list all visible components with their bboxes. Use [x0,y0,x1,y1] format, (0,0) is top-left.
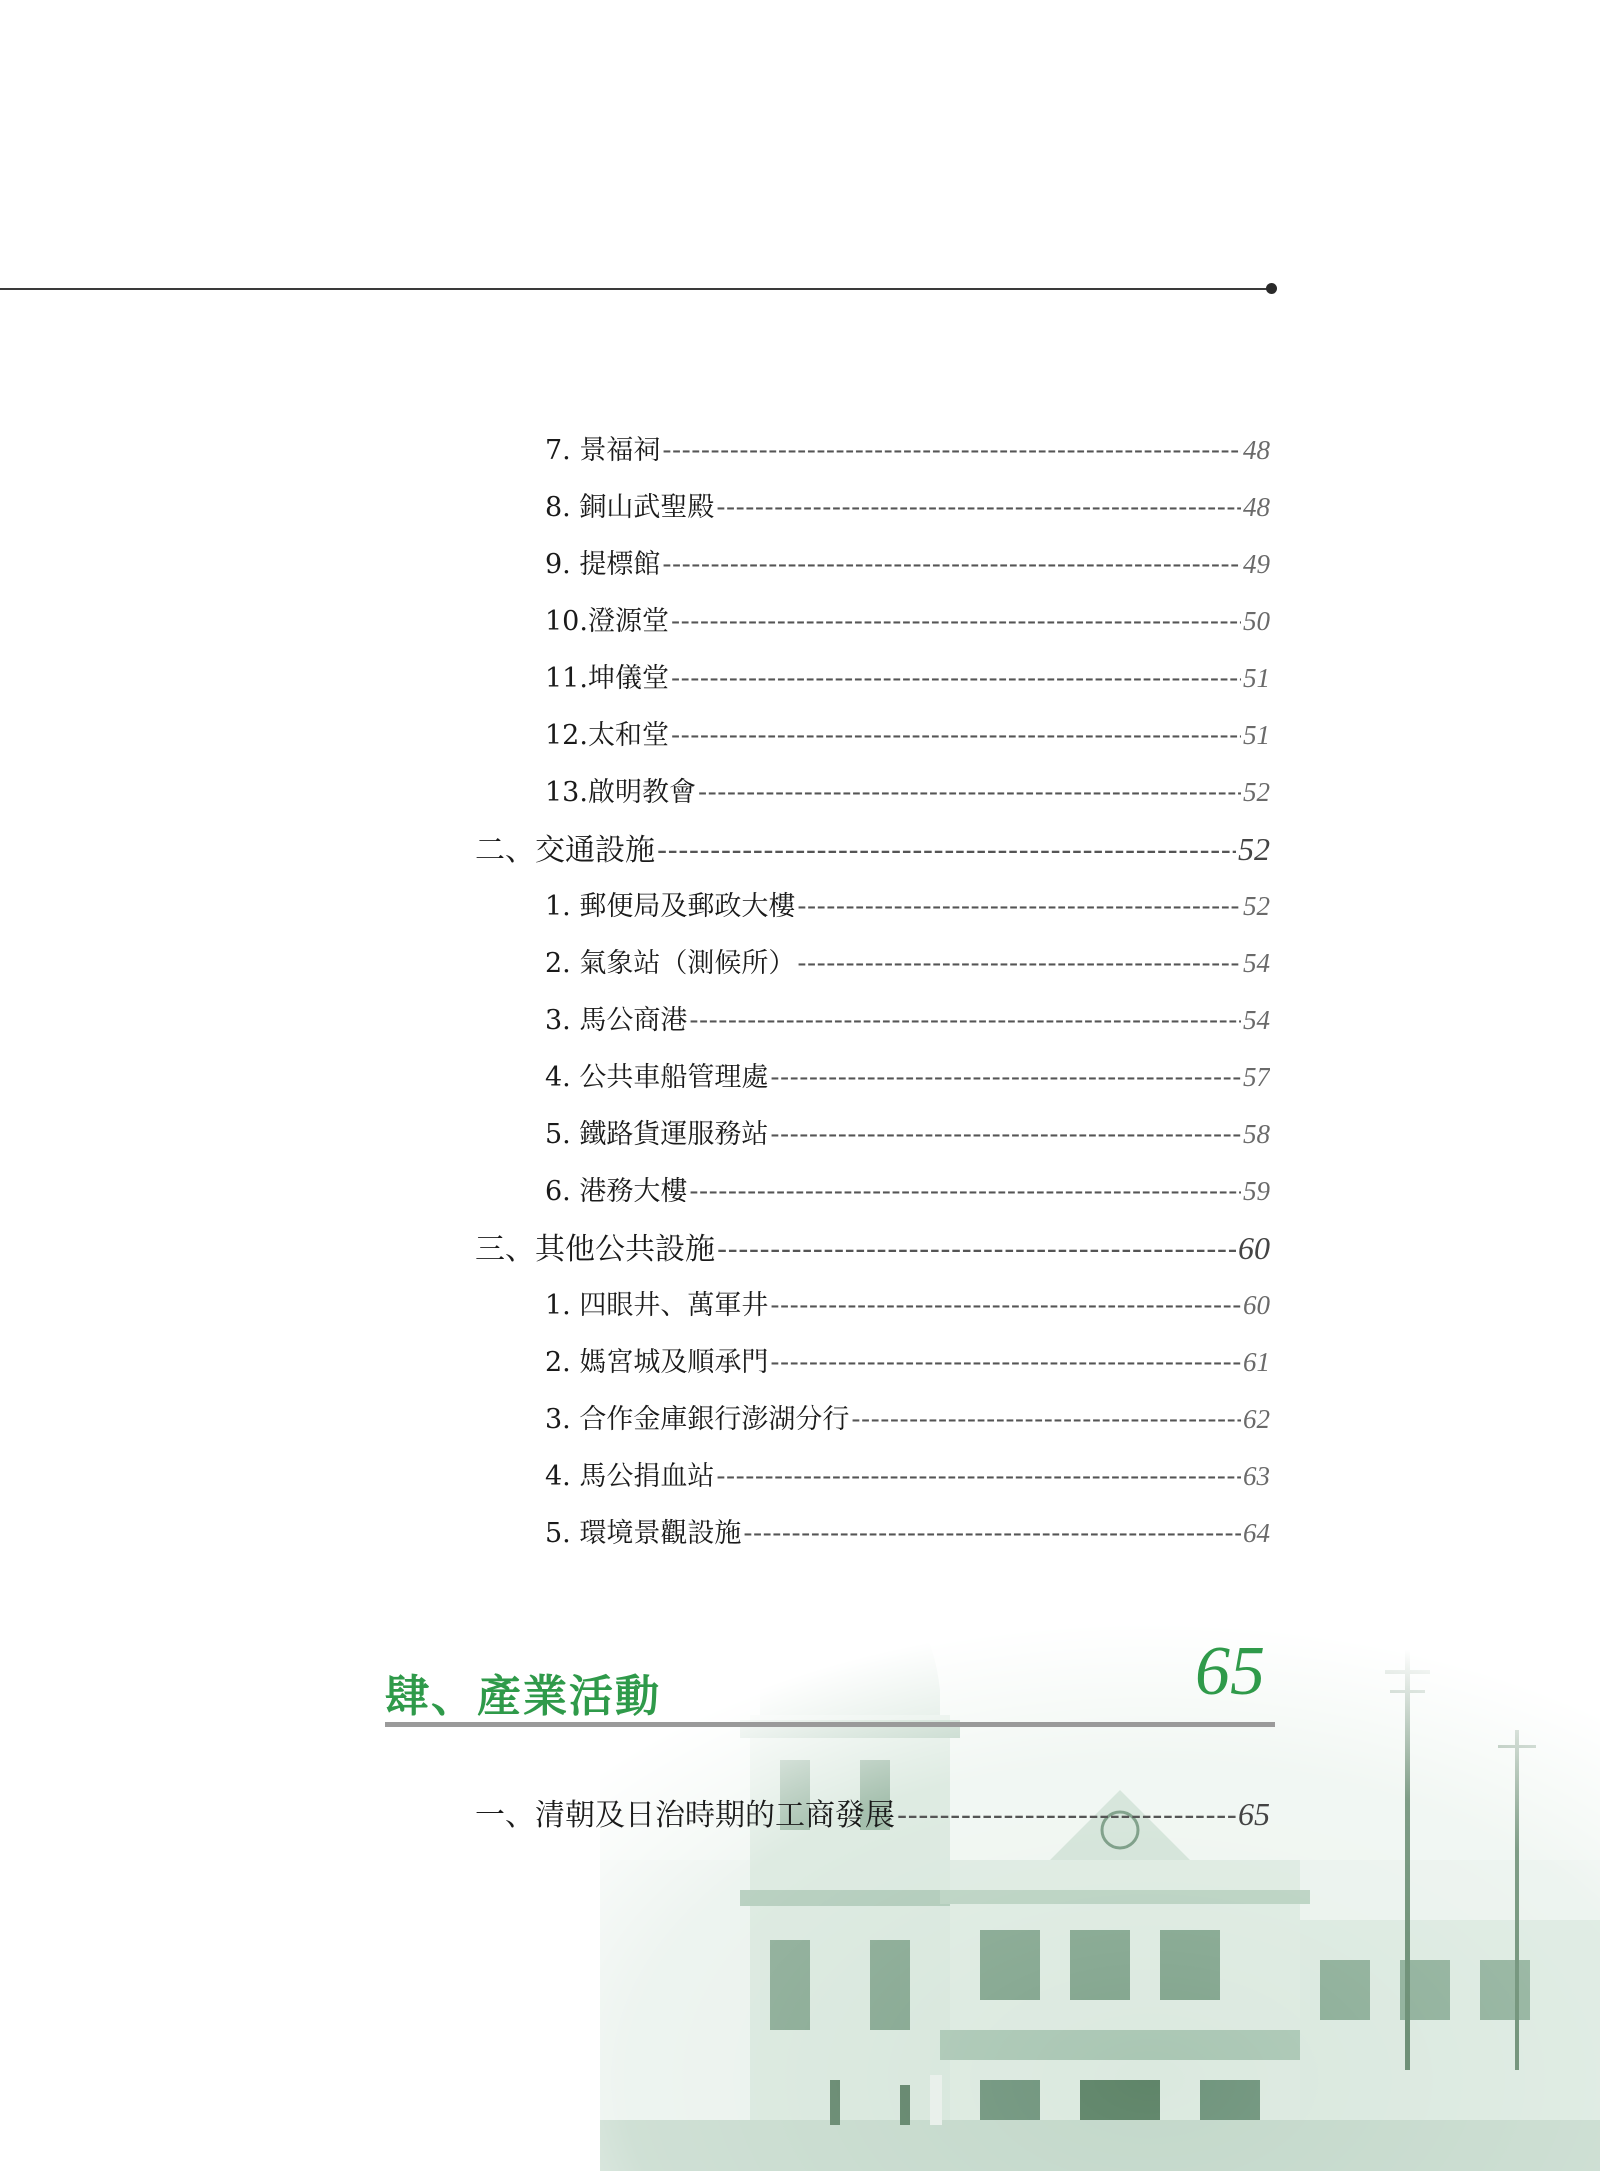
chapter-title[interactable]: 肆、產業活動 [385,1671,661,1722]
toc-section-transportation[interactable] [475,825,1270,869]
toc-entry-page: 63 [1243,1461,1270,1491]
toc-entry-taihe-hall[interactable] [545,713,1270,752]
toc-entry-port-building[interactable] [545,1169,1270,1208]
toc-entry-page: 51 [1243,720,1270,750]
dot-leader [662,435,1241,466]
toc-section-page: 52 [1238,831,1270,867]
dot-leader [662,549,1241,580]
toc-entry-page: 51 [1243,663,1270,693]
toc-entry-weather-station[interactable] [545,941,1270,980]
toc-entry-blood-station[interactable] [545,1454,1270,1493]
toc-entry-label: 4. 公共車船管理處 [545,1062,769,1093]
toc-entry-page: 52 [1243,891,1270,921]
toc-entry-label: 9. 提標館 [545,549,661,580]
header-rule [0,288,1270,290]
toc-entry-qiming-church[interactable] [545,770,1270,809]
toc-entry-page: 59 [1243,1176,1270,1206]
toc-entry-magong-port[interactable] [545,998,1270,1037]
dot-leader [797,891,1241,922]
dot-leader [770,1290,1241,1321]
toc-section-label: 二、交通設施 [475,833,655,868]
toc-entry-label: 1. 四眼井、萬軍井 [545,1290,769,1321]
toc-entry-kunyi-hall[interactable] [545,656,1270,695]
dot-leader [671,606,1241,637]
dot-leader [770,1347,1241,1378]
toc-section-public-facilities[interactable] [475,1224,1270,1268]
toc-entry-public-transport[interactable] [545,1055,1270,1094]
toc-entry-label: 4. 馬公捐血站 [545,1461,715,1492]
toc-entry-wells[interactable] [545,1283,1270,1322]
dot-leader [689,1176,1241,1207]
toc-entry-label: 2. 媽宮城及順承門 [545,1347,769,1378]
toc-entry-label: 8. 銅山武聖殿 [545,492,715,523]
dot-leader [770,1062,1241,1093]
toc-entry-page: 54 [1243,1005,1270,1035]
toc-entry-page: 50 [1243,606,1270,636]
toc-entry-label: 1. 郵便局及郵政大樓 [545,891,796,922]
dot-leader [671,663,1241,694]
dot-leader [698,777,1241,808]
header-rule-dot [1266,283,1277,294]
toc-entry-city-gate[interactable] [545,1340,1270,1379]
toc-entry-label: 5. 鐵路貨運服務站 [545,1119,769,1150]
toc-entry-jingfu-shrine[interactable] [545,428,1270,467]
toc-entry-label: 13.啟明教會 [545,777,696,808]
dot-leader [716,1461,1241,1492]
toc-section-label: 三、其他公共設施 [475,1232,715,1267]
toc-section-page: 65 [1238,1796,1270,1832]
toc-entry-page: 48 [1243,492,1270,522]
toc-entry-page: 48 [1243,435,1270,465]
toc-entry-chengyuan-hall[interactable] [545,599,1270,638]
toc-entry-label: 11.坤儀堂 [545,663,669,694]
toc-entry-label: 7. 景福祠 [545,435,661,466]
historical-building-photo [600,1560,1600,2171]
dot-leader [897,1798,1236,1833]
dot-leader [716,492,1241,523]
toc-entry-page: 58 [1243,1119,1270,1149]
toc-entry-label: 5. 環境景觀設施 [545,1518,742,1549]
toc-entry-label: 2. 氣象站（測候所） [545,948,796,979]
dot-leader [851,1404,1241,1435]
chapter-page-number: 65 [1195,1633,1265,1710]
toc-section-page: 60 [1238,1230,1270,1266]
dot-leader [689,1005,1241,1036]
dot-leader [657,833,1236,868]
dot-leader [770,1119,1241,1150]
toc-entry-label: 12.太和堂 [545,720,669,751]
toc-entry-tongshan-temple[interactable] [545,485,1270,524]
toc-entry-page: 60 [1243,1290,1270,1320]
toc-entry-landscape[interactable] [545,1511,1270,1550]
toc-entry-page: 61 [1243,1347,1270,1377]
toc-entry-page: 52 [1243,777,1270,807]
chapter-underline [385,1722,1275,1727]
toc-section-label: 一、清朝及日治時期的工商發展 [475,1798,895,1833]
dot-leader [671,720,1241,751]
toc-section-qing-japanese-commerce[interactable] [475,1790,1270,1834]
toc-entry-page: 62 [1243,1404,1270,1434]
toc-entry-tibiao-hall[interactable] [545,542,1270,581]
toc-entry-post-office[interactable] [545,884,1270,923]
dot-leader [797,948,1241,979]
dot-leader [717,1232,1236,1267]
toc-entry-page: 49 [1243,549,1270,579]
dot-leader [743,1518,1241,1549]
toc-entry-page: 64 [1243,1518,1270,1548]
toc-entry-label: 3. 合作金庫銀行澎湖分行 [545,1404,850,1435]
toc-entry-label: 3. 馬公商港 [545,1005,688,1036]
toc-entry-label: 6. 港務大樓 [545,1176,688,1207]
toc-entry-railway-freight[interactable] [545,1112,1270,1151]
toc-entry-page: 57 [1243,1062,1270,1092]
toc-entry-label: 10.澄源堂 [545,606,669,637]
toc-entry-bank-branch[interactable] [545,1397,1270,1436]
toc-entry-page: 54 [1243,948,1270,978]
